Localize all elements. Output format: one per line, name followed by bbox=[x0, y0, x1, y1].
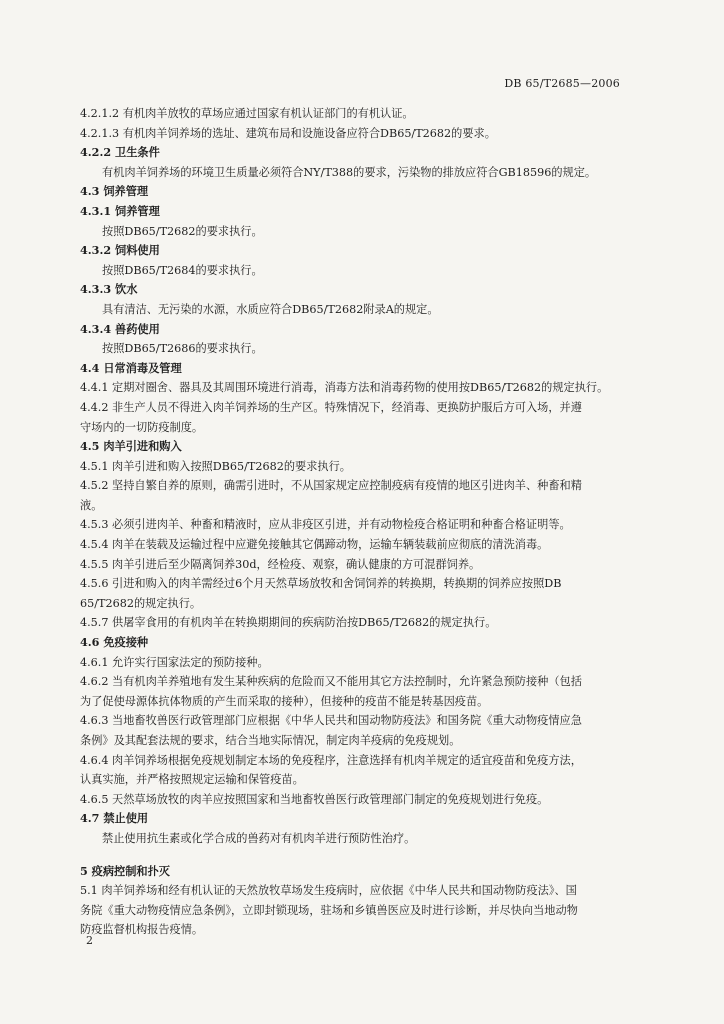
section-heading: 4.4 日常消毒及管理 bbox=[80, 360, 182, 375]
paragraph-gap bbox=[80, 849, 625, 862]
body-text-line: 4.6.4 肉羊饲养场根据免疫规划制定本场的免疫程序，注意选择有机肉羊规定的适宜疫苗和免疫方法， bbox=[80, 753, 582, 767]
body-text-line: 4.5.4 肉羊在装载及运输过程中应避免接触其它偶蹄动物，运输车辆装载前应彻底的清洗消毒。 bbox=[80, 538, 549, 552]
body-text-line: 4.4.2 非生产人员不得进入肉羊饲养场的生产区。特殊情况下，经消毒、更换防护服后方可入场，并遵 bbox=[80, 400, 582, 414]
section-heading: 4.3 饲养管理 bbox=[80, 184, 149, 199]
document-body bbox=[80, 104, 625, 940]
body-text-line: 4.2.1.2 有机肉羊放牧的草场应通过国家有机认证部门的有机认证。 bbox=[80, 107, 414, 120]
body-text-line: 认真实施，并严格按照规定运输和保管疫苗。 bbox=[80, 773, 304, 787]
body-text-line: 液。 bbox=[80, 498, 103, 512]
body-text-line: 条例》及其配套法规的要求，结合当地实际情况，制定肉羊疫病的免疫规划。 bbox=[80, 734, 461, 747]
body-text-line: 具有清洁、无污染的水源，水质应符合DB65/T2682附录A的规定。 bbox=[102, 302, 439, 316]
body-text-line: 4.5.1 肉羊引进和购入按照DB65/T2682的要求执行。 bbox=[80, 459, 351, 473]
body-text-line: 守场内的一切防疫制度。 bbox=[80, 420, 204, 434]
body-text-line: 4.5.2 坚持自繁自养的原则，确需引进时，不从国家规定应控制疫病有疫情的地区引进肉羊、种畜和精 bbox=[80, 479, 582, 493]
section-heading: 4.5 肉羊引进和购入 bbox=[80, 439, 182, 454]
document-code: DB 65/T2685—2006 bbox=[504, 77, 620, 90]
body-text-line: 禁止使用抗生素或化学合成的兽药对有机肉羊进行预防性治疗。 bbox=[102, 831, 416, 845]
section-heading: 5 疫病控制和扑灭 bbox=[80, 863, 170, 878]
body-text-line: 4.6.5 天然草场放牧的肉羊应按照国家和当地畜牧兽医行政管理部门制定的免疫规划进行免疫。 bbox=[80, 792, 549, 806]
body-text-line: 65/T2682的规定执行。 bbox=[80, 596, 202, 610]
body-text-line: 5.1 肉羊饲养场和经有机认证的天然放牧草场发生疫病时，应依据《中华人民共和国动物防疫法》、国 bbox=[80, 884, 577, 898]
body-text-line: 4.5.7 供屠宰食用的有机肉羊在转换期期间的疾病防治按DB65/T2682的规定执行。 bbox=[80, 616, 497, 630]
body-text-line: 按照DB65/T2684的要求执行。 bbox=[102, 263, 263, 277]
body-text-line: 4.5.5 肉羊引进后至少隔离饲养30d，经检疫、观察，确认健康的方可混群饲养。 bbox=[80, 557, 481, 571]
section-heading: 4.7 禁止使用 bbox=[80, 811, 149, 826]
body-text-line: 4.6.2 当有机肉羊养殖地有发生某种疾病的危险而又不能用其它方法控制时，允许紧急预防接种（包括 bbox=[80, 675, 582, 689]
body-text-line: 按照DB65/T2686的要求执行。 bbox=[102, 342, 263, 356]
body-text-line: 防疫监督机构报告疫情。 bbox=[80, 923, 204, 937]
section-heading: 4.3.4 兽药使用 bbox=[80, 321, 160, 336]
body-text-line: 4.4.1 定期对圈舍、器具及其周围环境进行消毒，消毒方法和消毒药物的使用按DB65/T2682的规定执行。 bbox=[80, 381, 609, 395]
section-heading: 4.2.2 卫生条件 bbox=[80, 145, 160, 160]
section-heading: 4.6 免疫接种 bbox=[80, 635, 149, 650]
page-number: 2 bbox=[86, 934, 93, 947]
body-text-line: 4.6.3 当地畜牧兽医行政管理部门应根据《中华人民共和国动物防疫法》和国务院《重大动物疫情应急 bbox=[80, 714, 582, 728]
body-text-line: 4.6.1 允许实行国家法定的预防接种。 bbox=[80, 655, 269, 669]
section-heading: 4.3.2 饲料使用 bbox=[80, 243, 160, 258]
body-text-line: 务院《重大动物疫情应急条例》，立即封锁现场，驻场和乡镇兽医应及时进行诊断，并尽快向当地动物 bbox=[80, 903, 578, 917]
body-text-line: 按照DB65/T2682的要求执行。 bbox=[102, 224, 263, 238]
body-text-line: 4.2.1.3 有机肉羊饲养场的选址、建筑布局和设施设备应符合DB65/T2682的要求。 bbox=[80, 126, 496, 140]
body-text-line: 4.5.6 引进和购入的肉羊需经过6个月天然草场放牧和舍饲饲养的转换期，转换期的饲养应按照DB bbox=[80, 577, 562, 591]
body-text-line: 为了促使母源体抗体物质的产生而采取的接种），但接种的疫苗不能是转基因疫苗。 bbox=[80, 694, 489, 708]
body-text-line: 有机肉羊饲养场的环境卫生质量必须符合NY/T388的要求，污染物的排放应符合GB18596的规定。 bbox=[102, 165, 597, 179]
section-heading: 4.3.1 饲养管理 bbox=[80, 203, 160, 218]
body-text-line: 4.5.3 必须引进肉羊、种畜和精液时，应从非疫区引进，并有动物检疫合格证明和种畜合格证明等。 bbox=[80, 518, 571, 532]
section-heading: 4.3.3 饮水 bbox=[80, 282, 138, 297]
